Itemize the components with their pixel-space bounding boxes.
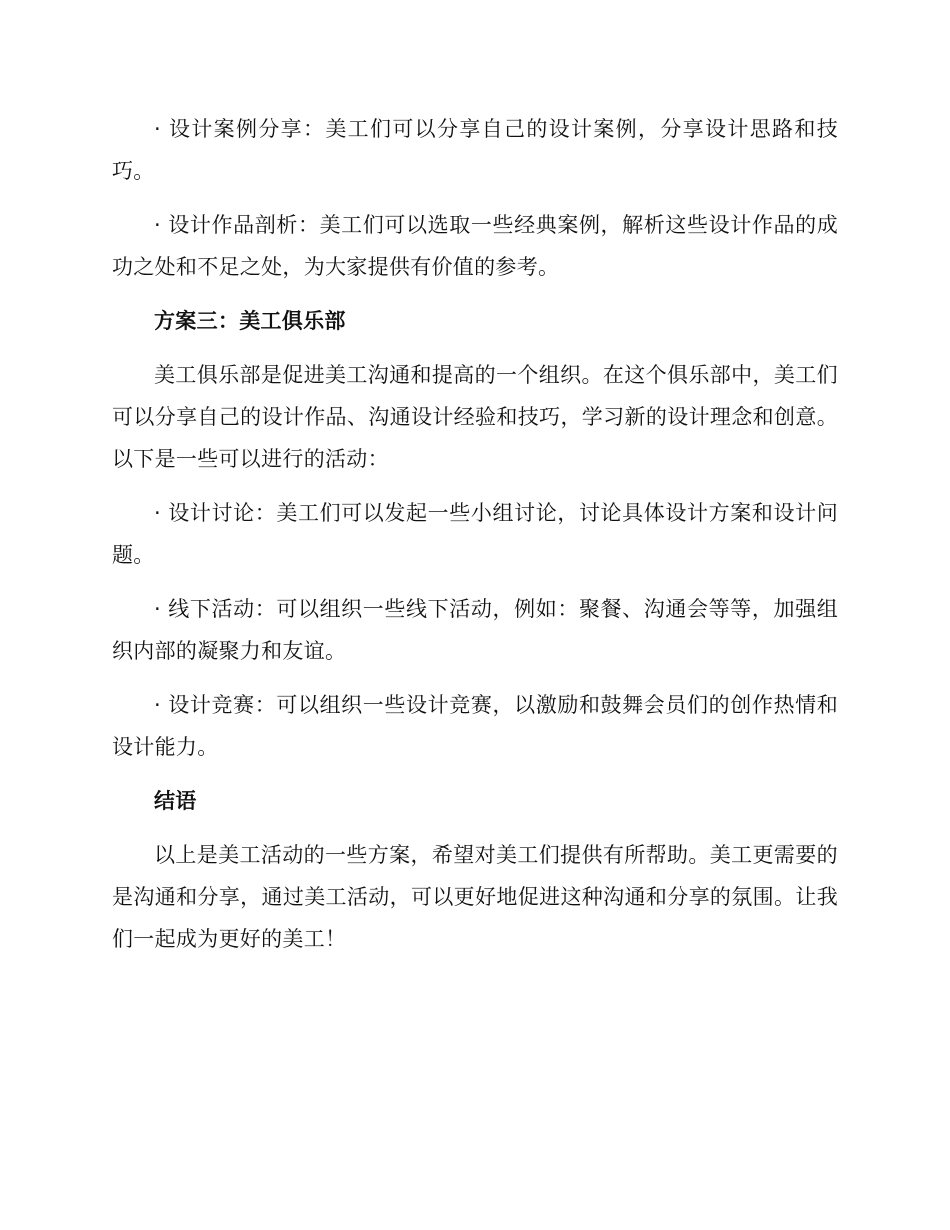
bullet-design-discussion: · 设计讨论：美工们可以发起一些小组讨论，讨论具体设计方案和设计问题。 <box>112 501 838 567</box>
bullet-design-competition: · 设计竞赛：可以组织一些设计竞赛，以激励和鼓舞会员们的创作热情和设计能力。 <box>112 693 838 759</box>
document-body <box>112 108 838 960</box>
paragraph-club-intro: 美工俱乐部是促进美工沟通和提高的一个组织。在这个俱乐部中，美工们可以分享自己的设计作品、沟通设计经验和技巧，学习新的设计理念和创意。以下是一些可以进行的活动： <box>112 363 838 471</box>
paragraph-conclusion: 以上是美工活动的一些方案，希望对美工们提供有所帮助。美工更需要的是沟通和分享，通过美工活动，可以更好地促进这种沟通和分享的氛围。让我们一起成为更好的美工！ <box>112 843 838 951</box>
bullet-offline-activities: · 线下活动：可以组织一些线下活动，例如：聚餐、沟通会等等，加强组织内部的凝聚力和友谊。 <box>112 597 838 663</box>
bullet-design-work-analysis: · 设计作品剖析：美工们可以选取一些经典案例，解析这些设计作品的成功之处和不足之处，为大家提供有价值的参考。 <box>112 213 838 279</box>
bullet-design-case-sharing: · 设计案例分享：美工们可以分享自己的设计案例，分享设计思路和技巧。 <box>112 117 838 183</box>
section-heading-plan-three: 方案三：美工俱乐部 <box>154 309 346 333</box>
section-heading-conclusion: 结语 <box>154 789 197 813</box>
